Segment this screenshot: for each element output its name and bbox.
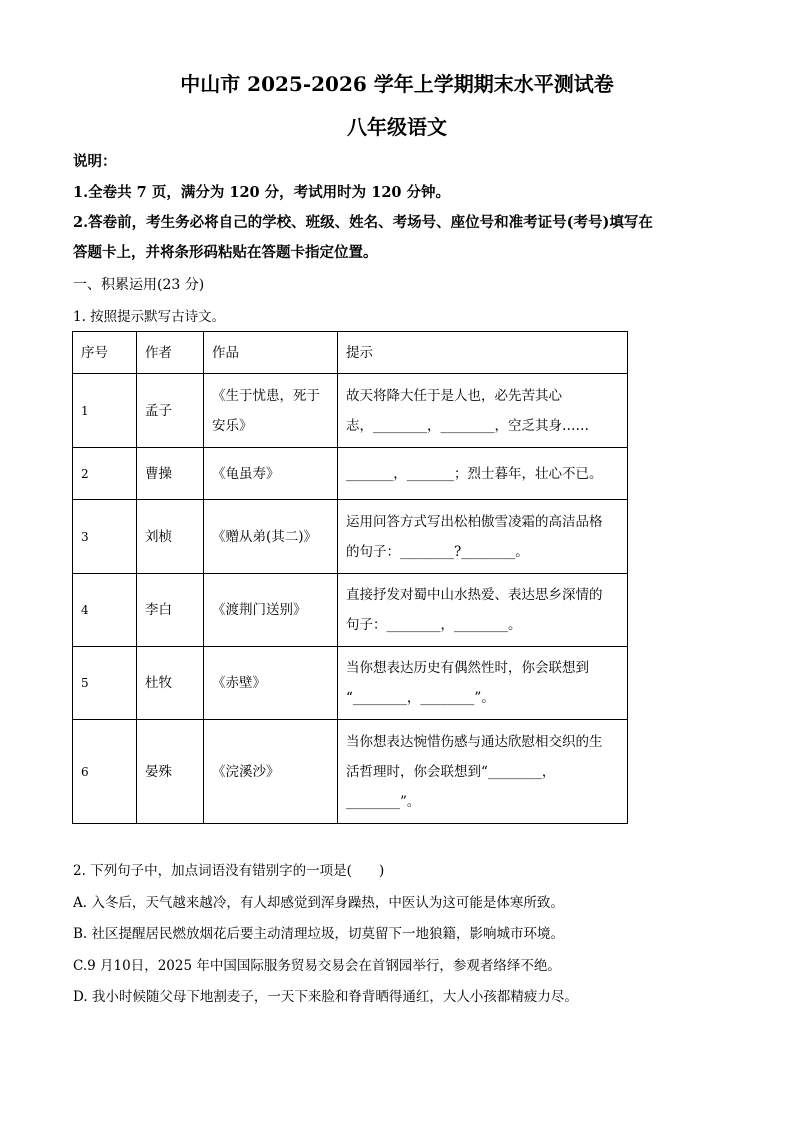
row-hint-line-1: 当你想表达历史有偶然性时，你会联想到 bbox=[346, 660, 589, 676]
row-hint bbox=[338, 720, 628, 824]
header-cell-number: 序号 bbox=[73, 332, 137, 374]
table-header-row bbox=[73, 332, 628, 374]
row-number: 3 bbox=[73, 500, 137, 574]
row-hint-line-1: 当你想表达惋惜伤感与通达欣慰相交织的生 bbox=[346, 733, 603, 750]
table-row bbox=[73, 500, 628, 574]
row-hint bbox=[338, 647, 628, 720]
row-work: 《赠从弟(其二)》 bbox=[204, 500, 338, 574]
question-2-option-c: C.9 月10日，2025 年中国国际服务贸易交易会在首钢园举行，参观者络绎不绝。 bbox=[73, 958, 561, 974]
exam-title: 中山市 2025-2026 学年上学期期末水平测试卷 bbox=[180, 72, 614, 96]
table-row bbox=[73, 647, 628, 720]
row-hint-line-1: 运用问答方式写出松柏傲雪凌霜的高洁品格 bbox=[346, 513, 603, 530]
instruction-item-2-line-2: 答题卡上，并将条形码粘贴在答题卡指定位置。 bbox=[73, 244, 378, 261]
row-author: 晏殊 bbox=[137, 720, 204, 824]
row-hint bbox=[338, 500, 628, 574]
row-hint-line-2: 的句子：________?________。 bbox=[346, 543, 529, 560]
row-hint-line-2: 句子：________，________。 bbox=[346, 617, 522, 633]
instruction-item-1: 1.全卷共 7 页，满分为 120 分，考试用时为 120 分钟。 bbox=[73, 184, 451, 201]
header-cell-hint: 提示 bbox=[338, 332, 628, 374]
row-number: 5 bbox=[73, 647, 137, 720]
question-2-option-b: B. 社区提醒居民燃放烟花后要主动清理垃圾，切莫留下一地狼籍，影响城市环境。 bbox=[73, 926, 565, 942]
row-author: 刘桢 bbox=[137, 500, 204, 574]
row-number: 2 bbox=[73, 448, 137, 500]
question-2-prompt: 2. 下列句子中，加点词语没有错别字的一项是( ) bbox=[73, 863, 385, 879]
poem-recitation-table bbox=[72, 331, 628, 824]
row-hint-line-2: 志，________，________，空乏其身…… bbox=[346, 417, 589, 434]
row-work: 《龟虽寿》 bbox=[204, 448, 338, 500]
instructions-heading: 说明： bbox=[73, 153, 117, 170]
question-2-option-a: A. 入冬后，天气越来越冷，有人却感觉到浑身躁热，中医认为这可能是体寒所致。 bbox=[73, 895, 564, 911]
row-work: 《赤壁》 bbox=[204, 647, 338, 720]
row-hint: _______，_______；烈士暮年，壮心不已。 bbox=[338, 448, 628, 500]
row-hint-line-3: ________”。 bbox=[346, 793, 421, 810]
table-row bbox=[73, 374, 628, 448]
table-row bbox=[73, 448, 628, 500]
row-number: 4 bbox=[73, 574, 137, 647]
row-hint-line-2: “________，________”。 bbox=[346, 690, 495, 706]
row-author: 孟子 bbox=[137, 374, 204, 448]
row-work: 《渡荆门送别》 bbox=[204, 574, 338, 647]
question-1-prompt: 1. 按照提示默写古诗文。 bbox=[73, 309, 226, 325]
row-work bbox=[204, 374, 338, 448]
table-row bbox=[73, 720, 628, 824]
table-row bbox=[73, 574, 628, 647]
row-hint bbox=[338, 574, 628, 647]
row-author: 杜牧 bbox=[137, 647, 204, 720]
row-author: 曹操 bbox=[137, 448, 204, 500]
row-hint-line-1: 故天将降大任于是人也，必先苦其心 bbox=[346, 387, 562, 404]
row-number: 6 bbox=[73, 720, 137, 824]
exam-subtitle: 八年级语文 bbox=[347, 115, 447, 139]
row-hint-line-1: 直接抒发对蜀中山水热爱、表达思乡深情的 bbox=[346, 587, 603, 603]
row-work-line-1: 《生于忧患，死于 bbox=[212, 387, 320, 404]
row-hint-line-2: 活哲理时，你会联想到“________， bbox=[346, 763, 556, 780]
header-cell-author: 作者 bbox=[137, 332, 204, 374]
row-work-line-2: 安乐》 bbox=[212, 417, 253, 434]
row-hint bbox=[338, 374, 628, 448]
row-author: 李白 bbox=[137, 574, 204, 647]
instruction-item-2-line-1: 2.答卷前，考生务必将自己的学校、班级、姓名、考场号、座位号和准考证号(考号)填写在 bbox=[73, 214, 653, 231]
section-1-heading: 一、积累运用(23 分) bbox=[73, 277, 205, 293]
question-2-option-d: D. 我小时候随父母下地割麦子，一天下来脸和脊背晒得通红，大人小孩都精疲力尽。 bbox=[73, 989, 578, 1005]
row-work: 《浣溪沙》 bbox=[204, 720, 338, 824]
header-cell-work: 作品 bbox=[204, 332, 338, 374]
row-number: 1 bbox=[73, 374, 137, 448]
